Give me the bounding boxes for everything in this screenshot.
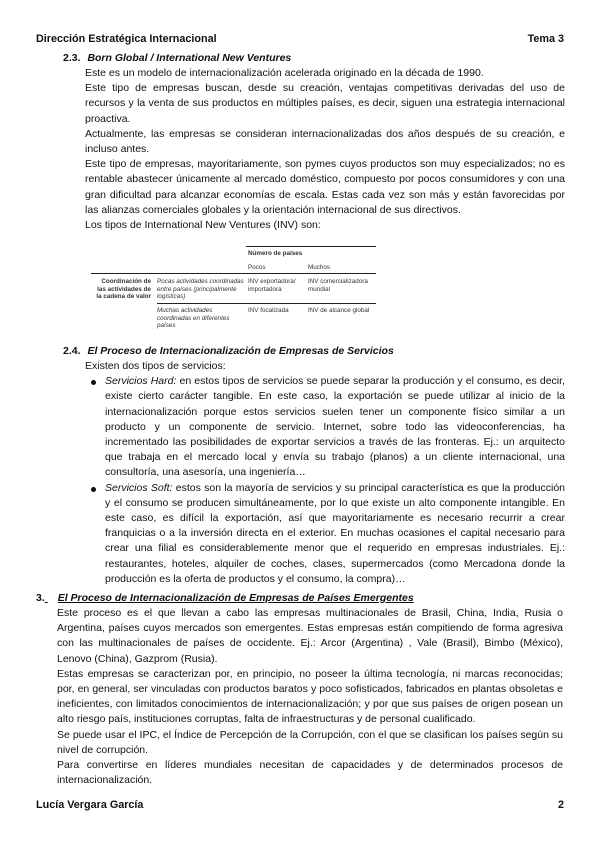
section-body	[85, 359, 565, 587]
table-top-header: Número de países	[248, 250, 303, 257]
section-number: 2.3.	[63, 52, 81, 64]
topic-label: Tema 3	[527, 33, 564, 45]
paragraph: Los tipos de International New Ventures (INV) son:	[85, 219, 321, 232]
term: Servicios Soft:	[105, 481, 173, 494]
definition: estos son la mayoría de servicios y su principal característica es que la producción y el consumo se producen simultáneamente, por lo que existe un alto componente intangible. En este caso, es difícil la exportación, así que mayoritariamente es necesario recurrir a crear franquicias o a la inversión directa en el exterior. En muchas ocasiones el capital necesario para crear una filial es considerablemente menor que el requerido en empresas industriales. Ej.: restaurantes, hoteles, alquiler de coches, clases, supermercados (como Mercadona donde la producción es la oferta de productos y el consumo, la compra)…	[105, 481, 565, 585]
table-row-label: Coordinación de las actividades de la cadena de valor	[96, 278, 151, 300]
list-item-text	[105, 374, 565, 480]
table-cell: INV exportadora/ importadora	[248, 278, 296, 293]
section-body	[57, 606, 563, 788]
table-rule	[246, 246, 376, 247]
list-item	[85, 481, 565, 587]
section-heading	[63, 51, 563, 65]
section-2-4	[63, 344, 565, 585]
list-item-text	[105, 481, 565, 587]
definition: en estos tipos de servicios se puede separar la producción y el consumo, es decir, existe cierto carácter tangible. En este caso, la exportación se puede utilizar al inicio de la internacionalización porque estos servicios suelen tener un componente físico similar a un producto y un componente de servicio. Internet, sobre todo las videoconferencias, ha incrementado las posibilidades de exportar servicios a través de las fronteras. Ej.: un arquitecto que trabaja en el mercado local y envía su trabajo (planos) a un cliente internacional, una consultoría, una asesoría, una ingeniería…	[105, 375, 565, 479]
table-rule	[91, 273, 376, 274]
paragraph: Este es un modelo de internacionalización acelerada originado en la década de 1990.	[85, 67, 484, 79]
section-body	[85, 66, 565, 233]
section-3	[36, 591, 564, 787]
table-cell: Muchas actividades coordinadas en diferentes países	[157, 307, 230, 329]
course-title: Dirección Estratégica Internacional	[36, 33, 217, 45]
table-cell: INV comercializadora mundial	[308, 278, 368, 293]
section-number: 2.4.	[63, 345, 81, 357]
table-cell: INV focalizada	[248, 307, 289, 314]
section-2-3	[63, 51, 565, 232]
page-header	[36, 33, 564, 49]
author-name: Lucía Vergara García	[36, 799, 144, 811]
page-number: 2	[557, 799, 564, 811]
table-cell: INV de alcance global	[308, 307, 370, 314]
inv-types-table	[91, 246, 381, 336]
table-col-header: Muchos	[308, 264, 331, 271]
table-rule	[157, 303, 376, 304]
term: Servicios Hard:	[105, 375, 177, 388]
bullet-icon	[91, 380, 96, 385]
table-cell: Pocas actividades coordinadas entre países (principalmente logísticas)	[157, 278, 244, 300]
section-title: Born Global / International New Ventures	[87, 52, 292, 64]
paragraph: Para convertirse en líderes mundiales necesitan de capacidades y de determinados procesos de internacionalización.	[57, 759, 563, 787]
table-col-header: Pocos	[248, 264, 266, 271]
list-item	[85, 374, 565, 480]
section-title: El Proceso de Internacionalización de Empresas de Servicios	[87, 345, 394, 357]
page-footer	[36, 799, 564, 815]
paragraph: Existen dos tipos de servicios:	[85, 360, 226, 372]
paragraph: Este tipo de empresas, mayoritariamente, son pymes cuyos productos son muy especializados; no es rentable abastecer únicamente al mercado doméstico, compuesto por pocos consumidores y con una gran dificultad para alcanzar economías de escala. Estas cada vez son más y están favorecidas por las alianzas comerciales globales y la orientación internacional de sus directivos.	[85, 158, 565, 216]
paragraph: Este tipo de empresas buscan, desde su creación, ventajas competitivas derivadas del uso de recursos y la venta de sus productos en múltiples países, es decir, siguen una estrategia internacional proactiva.	[85, 82, 565, 125]
section-title: El Proceso de Internacionalización de Empresas de Países Emergentes	[57, 592, 414, 604]
section-number: 3.	[36, 592, 45, 604]
bullet-icon	[91, 487, 96, 492]
paragraph: Este proceso es el que llevan a cabo las empresas multinacionales de Brasil, China, India, Rusia o Argentina, países cuyos mercados son emergentes. Estas empresas están compitiendo de forma agresiva con las multinacionales de países de occidente. Ej.: Arcor (Argentina) , Vale (Brasil), Bimbo (México), Lenovo (China), Gazprom (Rusia).	[57, 607, 563, 665]
section-heading	[36, 591, 564, 605]
section-heading	[63, 344, 563, 358]
paragraph: Estas empresas se caracterizan por, en principio, no poseer la última tecnología, ni marcas reconocidas; por, en general, ser vinculadas con productos baratos y poco sofisticados, fabricados en plantas obsoletas e ineficientes, con limitados conocimientos de internacionalización; y por que sus países de origen posean un alto riesgo país, instituciones corruptas, falta de infraestructuras y de personal cualificado.	[57, 667, 563, 726]
paragraph: Actualmente, las empresas se consideran internacionalizadas dos años después de su creación, e incluso antes.	[85, 127, 565, 156]
paragraph: Se puede usar el IPC, el Índice de Percepción de la Corrupción, con el que se clasifican los países según su nivel de corrupción.	[57, 728, 563, 756]
